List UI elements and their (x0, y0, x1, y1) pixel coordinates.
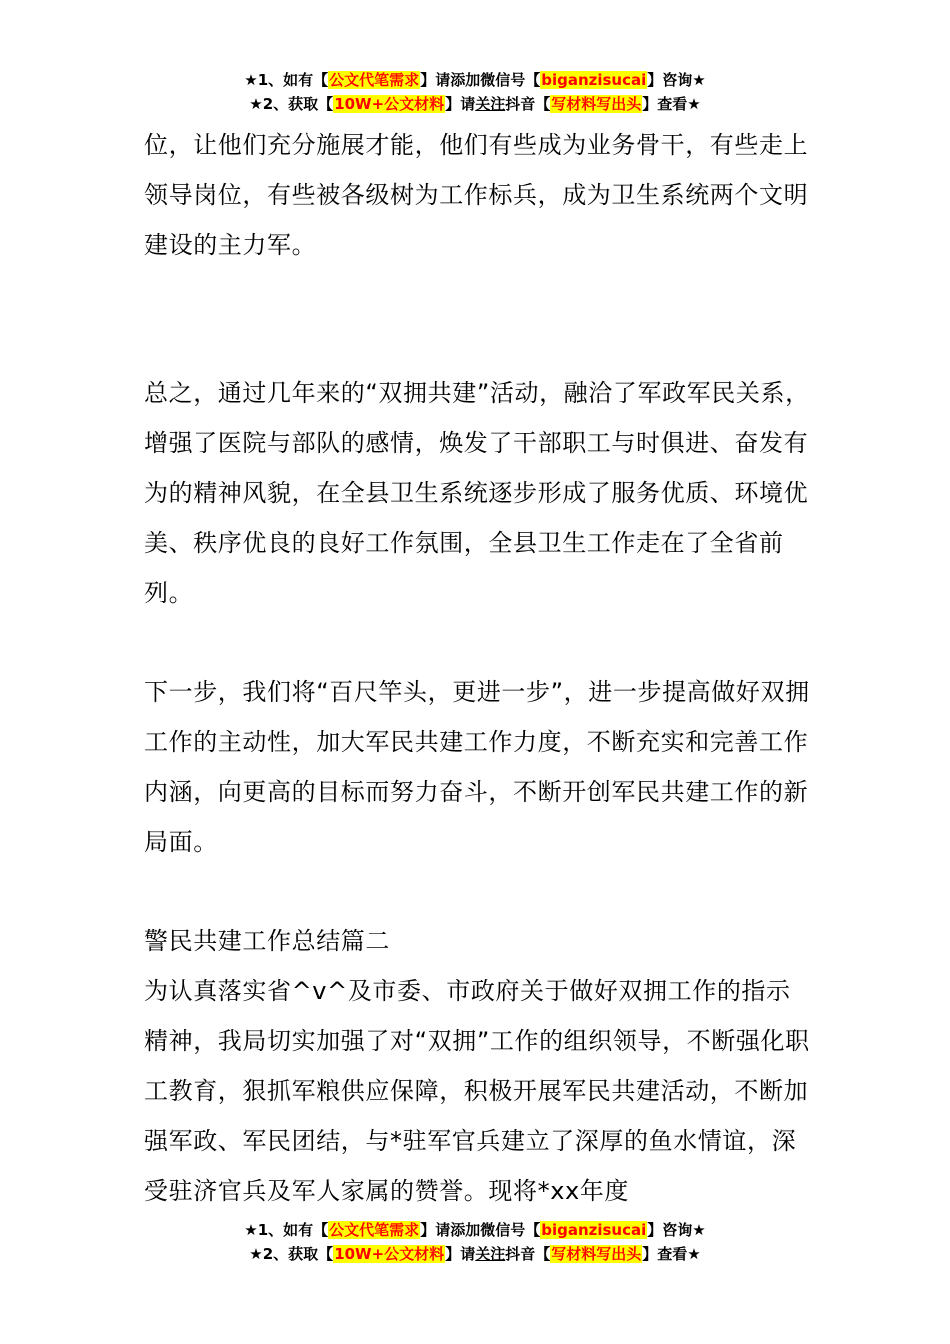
header-banner (0, 68, 950, 116)
section-heading: 警民共建工作总结篇二 (144, 927, 390, 955)
paragraph-continuation: 位，让他们充分施展才能，他们有些成为业务骨干，有些走上领导岗位，有些被各级树为工作标兵，成为卫生系统两个文明建设的主力军。 (144, 131, 809, 259)
highlight-douyin-account: 写材料写出头 (551, 1245, 642, 1263)
highlight-douyin-account: 写材料写出头 (551, 95, 642, 113)
footer-banner (0, 1218, 950, 1266)
highlight-wechat-id: biganzisucai (541, 71, 647, 89)
banner-line-1: ★1、如有【公文代笔需求】请添加微信号【biganzisucai】咨询★ (244, 1221, 706, 1239)
underline-follow: 关注 (475, 1245, 506, 1263)
paragraph-summary: 总之，通过几年来的“双拥共建”活动，融洽了军政军民关系，增强了医院与部队的感情，焕发了干部职工与时俱进、奋发有为的精神风貌，在全县卫生系统逐步形成了服务优质、环境优美、秩序优良的良好工作氛围，全县卫生工作走在了全省前列。 (144, 379, 810, 607)
highlight-materials: 10W+公文材料 (334, 95, 445, 113)
banner-line-2: ★2、获取【10W+公文材料】请关注抖音【写材料写出头】查看★ (249, 95, 701, 113)
highlight-service: 公文代笔需求 (329, 71, 420, 89)
highlight-service: 公文代笔需求 (329, 1221, 420, 1239)
paragraph-next-step: 下一步，我们将“百尺竿头，更进一步”，进一步提高做好双拥工作的主动性，加大军民共建工作力度，不断充实和完善工作内涵，向更高的目标而努力奋斗，不断开创军民共建工作的新局面。 (144, 678, 810, 856)
highlight-wechat-id: biganzisucai (541, 1221, 647, 1239)
underline-follow: 关注 (475, 95, 506, 113)
banner-line-1: ★1、如有【公文代笔需求】请添加微信号【biganzisucai】咨询★ (244, 71, 706, 89)
paragraph-part-two-intro: 为认真落实省^v^及市委、市政府关于做好双拥工作的指示精神，我局切实加强了对“双拥”工作的组织领导，不断强化职工教育，狠抓军粮供应保障，积极开展军民共建活动，不断加强军政、军民团结，与*驻军官兵建立了深厚的鱼水情谊，深受驻济官兵及军人家属的赞誉。现将*xx年度 (144, 977, 810, 1205)
highlight-materials: 10W+公文材料 (334, 1245, 445, 1263)
banner-line-2: ★2、获取【10W+公文材料】请关注抖音【写材料写出头】查看★ (249, 1245, 701, 1263)
